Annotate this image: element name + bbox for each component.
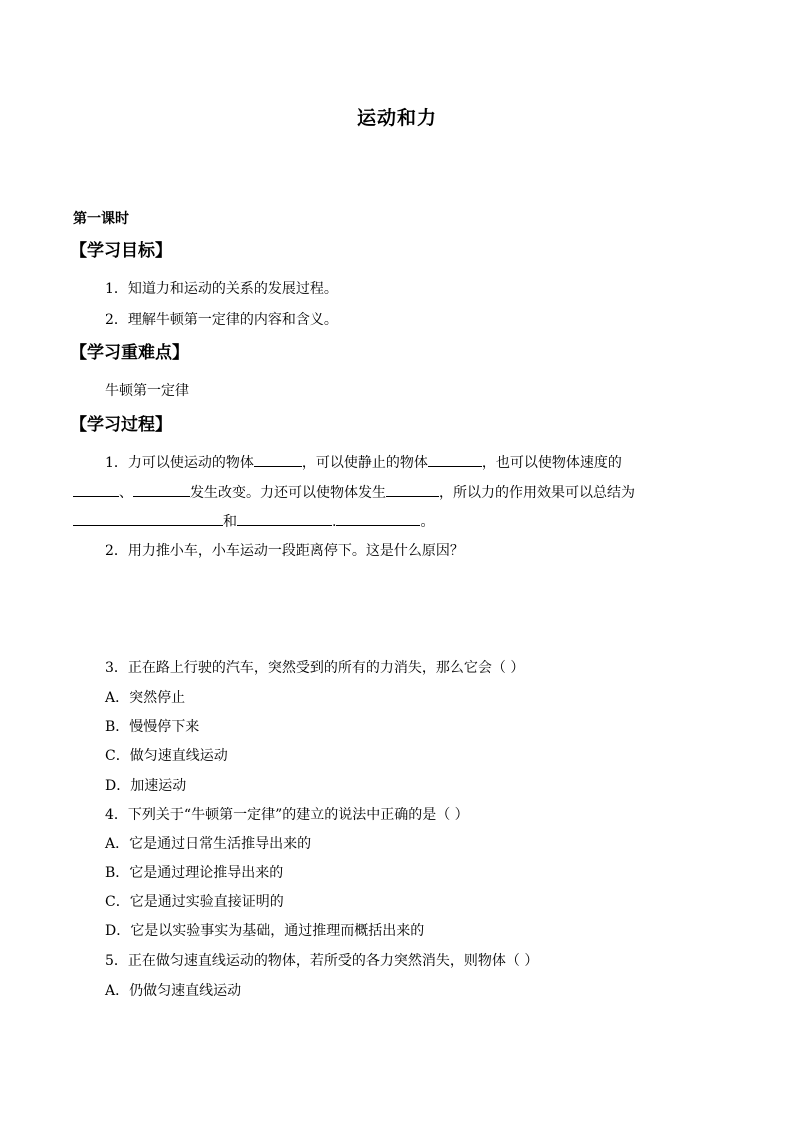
question-5-stem: 5．正在做匀速直线运动的物体，若所受的各力突然消失，则物体（ ） [105, 953, 539, 969]
question-3-option[interactable]: C．做匀速直线运动 [105, 748, 228, 764]
objective-item: 2．理解牛顿第一定律的内容和含义。 [105, 312, 338, 328]
keypoints-heading: 【学习重难点】 [70, 343, 189, 363]
answer-blank[interactable] [237, 511, 332, 526]
question-3-option[interactable]: D．加速运动 [105, 778, 187, 794]
answer-blank[interactable] [428, 452, 482, 467]
objective-item: 1．知道力和运动的关系的发展过程。 [105, 281, 338, 297]
q1-text: ，所以力的作用效果可以总结为 [439, 485, 635, 501]
question-1-line-1 [105, 452, 622, 472]
question-3-option[interactable]: B．慢慢停下来 [105, 719, 200, 735]
question-3-stem: 3．正在路上行驶的汽车，突然受到的所有的力消失，那么它会（ ） [105, 660, 525, 676]
question-4-stem: 4．下列关于“牛顿第一定律”的建立的说法中正确的是（ ） [105, 807, 469, 823]
answer-blank[interactable] [336, 511, 420, 526]
question-4-option[interactable]: A．它是通过日常生活推导出来的 [105, 836, 312, 852]
answer-blank[interactable] [73, 511, 223, 526]
document-title: 运动和力 [356, 107, 437, 129]
keypoints-text: 牛顿第一定律 [105, 383, 189, 399]
q1-text: 。 [420, 514, 435, 530]
question-2: 2．用力推小车，小车运动一段距离停下。这是什么原因？ [105, 543, 464, 559]
question-4-option[interactable]: C．它是通过实验直接证明的 [105, 894, 284, 910]
q1-text: 、 [119, 485, 133, 501]
q1-text: 和 [223, 514, 237, 530]
q1-text: 发生改变。力还可以使物体发生 [190, 485, 386, 501]
answer-blank[interactable] [386, 482, 439, 497]
question-1-line-2 [73, 482, 635, 502]
process-heading: 【学习过程】 [70, 415, 172, 435]
answer-blank[interactable] [73, 482, 119, 497]
answer-blank[interactable] [254, 452, 302, 467]
q1-text: ，也可以使物体速度的 [481, 455, 622, 471]
q1-text: 1．力可以使运动的物体 [105, 455, 254, 471]
question-4-option[interactable]: B．它是通过理论推导出来的 [105, 865, 284, 881]
q1-text: . [332, 514, 337, 530]
lesson-label: 第一课时 [73, 211, 129, 227]
question-3-option[interactable]: A．突然停止 [105, 690, 186, 706]
answer-blank[interactable] [133, 482, 190, 497]
objectives-heading: 【学习目标】 [70, 241, 172, 261]
question-5-option[interactable]: A．仍做匀速直线运动 [105, 983, 242, 999]
question-4-option[interactable]: D．它是以实验事实为基础，通过推理而概括出来的 [105, 923, 425, 939]
question-1-line-3 [73, 511, 434, 531]
q1-text: ，可以使静止的物体 [301, 455, 428, 471]
